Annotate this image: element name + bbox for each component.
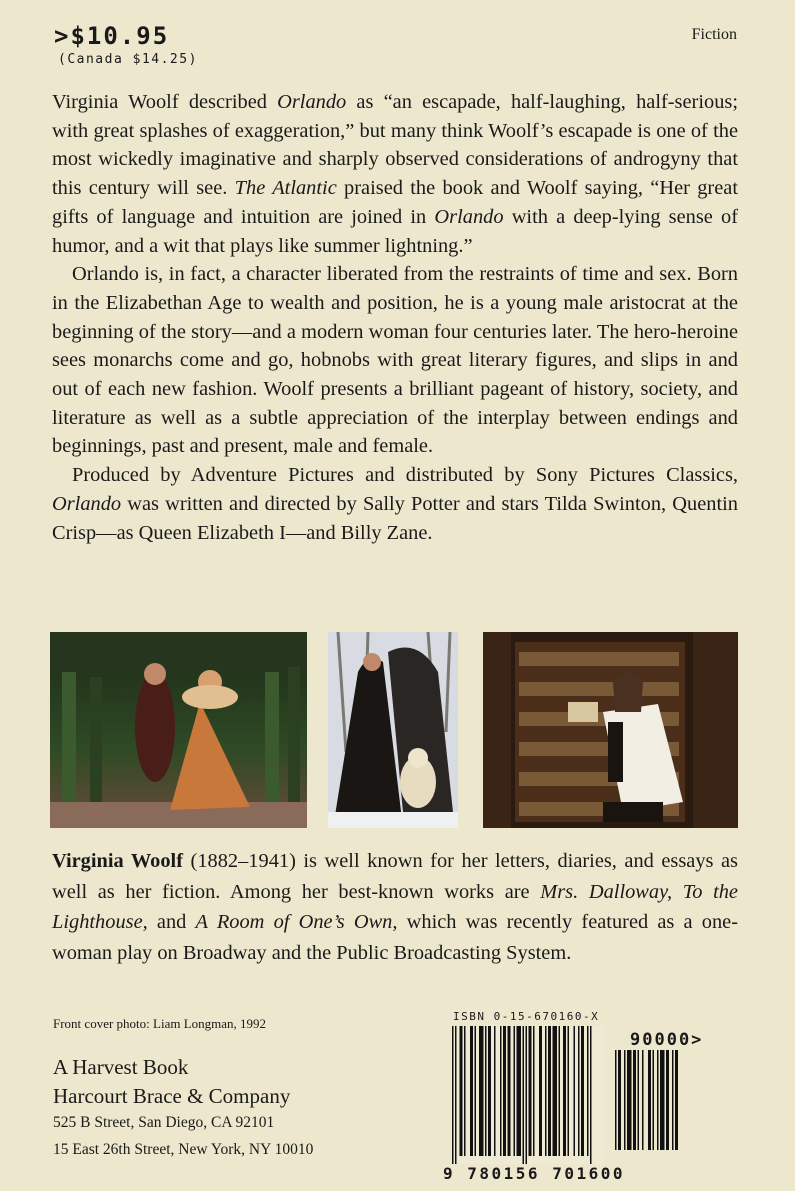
synopsis-paragraph-3: Produced by Adventure Pictures and distributed by Sony Pictures Classics, Orlando was written and directed by Sally Potter and stars Tilda Swinton, Quentin Crisp—as Queen Elizabeth I—and Billy Zane. [52,464,738,544]
price-code: 90000> [630,1030,704,1050]
publisher-address [53,1109,313,1163]
barcode-number: 9 780156 701600 [443,1164,625,1183]
synopsis [52,88,738,547]
film-still-library [483,632,738,828]
price-barcode [615,1050,695,1158]
publisher-name: Harcourt Brace & Company [53,1084,291,1108]
address-line-2: 15 East 26th Street, New York, NY 10010 [53,1141,314,1158]
category-label: Fiction [691,26,737,43]
film-stills [50,632,738,828]
address-line-1: 525 B Street, San Diego, CA 92101 [53,1114,275,1131]
price-canada: (Canada $14.25) [58,52,198,67]
isbn-label: ISBN 0-15-670160-X [453,1010,600,1023]
author-bio: Virginia Woolf (1882–1941) is well known for her letters, diaries, and essays as well as her fiction. Among her best-known works are Mrs. Dalloway, To the Lighthouse, and A Room of One’s Own, which was recently featured as a one-woman play on Broadway and the Public Broadcasting System. [52,850,738,964]
imprint: A Harvest Book [53,1055,189,1079]
synopsis-paragraph-2: Orlando is, in fact, a character liberated from the restraints of time and sex. Born in the Elizabethan Age to wealth and position, he is a young male aristocrat at the beginning of the story—and a modern woman four centuries later. The hero-heroine sees monarchs come and go, hobnobs with great literary figures, and slips in and out of each new fashion. Woolf presents a brilliant pageant of history, society, and literature as well as a subtle appreciation of the interplay between endings and beginnings, past and present, male and female. [52,263,738,458]
isbn-barcode [452,1026,604,1164]
author-name: Virginia Woolf [52,850,184,872]
film-still-snow [328,632,458,828]
price: >$10.95 [54,22,170,50]
cover-photo-credit: Front cover photo: Liam Longman, 1992 [53,1016,267,1031]
publisher-block [53,1053,290,1111]
film-still-garden [50,632,307,828]
synopsis-paragraph-1: Virginia Woolf described Orlando as “an escapade, half-laughing, half-serious; with great splashes of exaggeration,” but many think Woolf’s escapade is one of the most wickedly imaginative and sharply observed considerations of androgyny that this century will see. The Atlantic praised the book and Woolf saying, “Her great gifts of language and intuition are joined in Orlando with a deep-lying sense of humor, and a wit that plays like summer lightning.” [52,91,739,257]
